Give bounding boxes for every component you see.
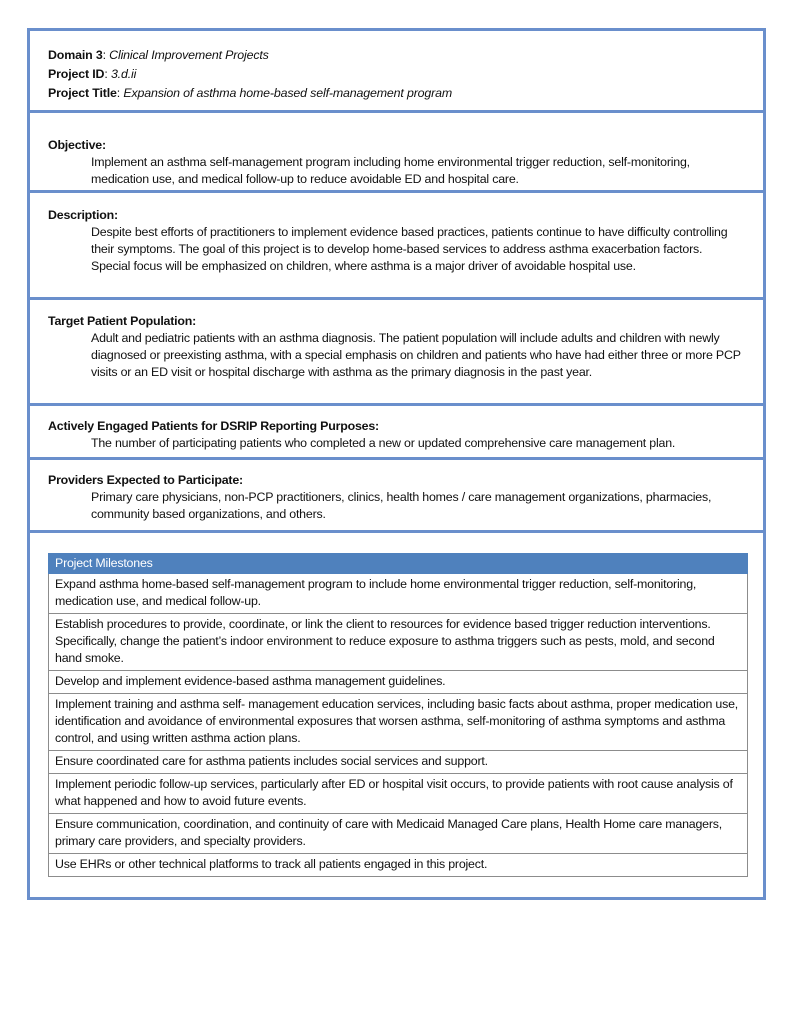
table-row <box>49 671 748 694</box>
target-population-heading: Target Patient Population: <box>48 314 197 328</box>
milestone-cell: Establish procedures to provide, coordinate, or link the client to resources for evidence based trigger reduction interventions. Specifically, change the patient’s indoor environment to reduce exposure to asthma triggers such as pests, mold, and second hand smoke. <box>49 614 748 671</box>
milestone-cell: Expand asthma home-based self-management program to include home environmental trigger reduction, self-monitoring, medication use, and medical follow-up. <box>49 574 748 614</box>
table-row <box>49 694 748 751</box>
milestones-header: Project Milestones <box>49 554 748 574</box>
project-id-line: Project ID: 3.d.ii <box>48 67 137 81</box>
milestone-cell: Implement training and asthma self- management education services, including basic facts about asthma, proper medication use, identification and avoidance of environmental exposures that worsen asthma, self-monitoring of asthma symptoms and asthma control, and using written asthma action plans. <box>49 694 748 751</box>
milestone-cell: Develop and implement evidence-based asthma management guidelines. <box>49 671 748 694</box>
milestone-cell: Ensure communication, coordination, and continuity of care with Medicaid Managed Care plans, Health Home care managers, primary care providers, and specialty providers. <box>49 814 748 854</box>
table-row <box>49 614 748 671</box>
engaged-patients-text: The number of participating patients who completed a new or updated comprehensive care management plan. <box>91 436 676 450</box>
target-population-section <box>30 300 763 406</box>
domain-value: Clinical Improvement Projects <box>109 48 269 62</box>
milestone-cell: Use EHRs or other technical platforms to track all patients engaged in this project. <box>49 854 748 877</box>
domain-line: Domain 3: Clinical Improvement Projects <box>48 48 269 62</box>
project-frame <box>27 28 766 900</box>
objective-heading: Objective: <box>48 138 106 152</box>
project-id-value: 3.d.ii <box>110 67 137 81</box>
project-title-label: Project Title <box>48 86 117 100</box>
providers-text: Primary care physicians, non-PCP practitioners, clinics, health homes / care management organizations, pharmacies, community based organizations, and others. <box>91 490 712 521</box>
milestone-cell: Implement periodic follow-up services, particularly after ED or hospital visit occurs, to provide patients with root cause analysis of what happened and how to avoid future events. <box>49 774 748 814</box>
providers-section <box>30 460 763 533</box>
project-title-line: Project Title: Expansion of asthma home-based self-management program <box>48 86 453 100</box>
project-title-value: Expansion of asthma home-based self-management program <box>123 86 453 100</box>
project-id-label: Project ID <box>48 67 105 81</box>
providers-heading: Providers Expected to Participate: <box>48 473 243 487</box>
domain-label: Domain 3 <box>48 48 103 62</box>
milestones-header-row <box>49 554 748 574</box>
table-row <box>49 814 748 854</box>
description-section <box>30 193 763 300</box>
table-row <box>49 854 748 877</box>
table-row <box>49 774 748 814</box>
milestones-table <box>48 553 748 877</box>
engaged-patients-section <box>30 406 763 460</box>
objective-section <box>30 113 763 193</box>
table-row <box>49 574 748 614</box>
table-row <box>49 751 748 774</box>
description-heading: Description: <box>48 208 118 222</box>
target-population-text: Adult and pediatric patients with an asthma diagnosis. The patient population will include adults and children with newly diagnosed or preexisting asthma, with a special emphasis on children and patients who have had either three or more PCP visits or an ED visit or hospital discharge with asthma as the primary diagnosis in the past year. <box>91 331 741 379</box>
project-header <box>30 31 763 113</box>
engaged-patients-heading: Actively Engaged Patients for DSRIP Reporting Purposes: <box>48 419 379 433</box>
milestone-cell: Ensure coordinated care for asthma patients includes social services and support. <box>49 751 748 774</box>
objective-text: Implement an asthma self-management program including home environmental trigger reduction, self-monitoring, medication use, and medical follow-up to reduce avoidable ED and hospital care. <box>91 155 690 186</box>
description-text: Despite best efforts of practitioners to implement evidence based practices, patients continue to have difficulty controlling their symptoms. The goal of this project is to develop home-based services to address asthma exacerbation factors. Special focus will be emphasized on children, where asthma is a major driver of avoidable hospital use. <box>91 225 728 273</box>
